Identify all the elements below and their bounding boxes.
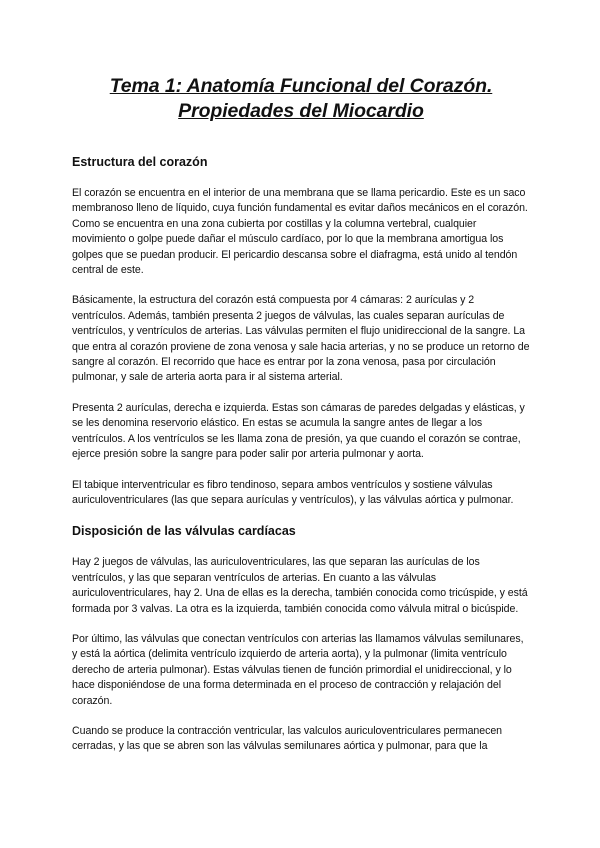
paragraph: Hay 2 juegos de válvulas, las auriculoventriculares, las que separan las aurículas de los ventrículos, y las que separan ventrículos de arterias. En cuanto a las válvulas auriculoventriculares, hay 2. Una de ellas es la derecha, también conocida como tricúspide, y está formada por 3 valvas. La otra es la izquierda, también conocida como válvula mitral o bicúspide. — [72, 556, 528, 615]
section-heading-estructura: Estructura del corazón — [72, 155, 208, 169]
paragraph: El corazón se encuentra en el interior de una membrana que se llama pericardio. Este es un saco membranoso lleno de líquido, cuya función fundamental es evitar daños mecánicos en el corazón. Como se encuentra en una zona cubierta por costillas y la columna vertebral, cualquier movimiento o golpe puede dañar el músculo cardíaco, por lo que la membrana amortigua los golpes que se puedan producir. El pericardio descansa sobre el diafragma, está unido al tendón central de este. — [72, 187, 528, 277]
paragraph: Por último, las válvulas que conectan ventrículos con arterias las llamamos válvulas semilunares, y está la aórtica (delimita ventrículo izquierdo de arteria aorta), y la pulmonar (limita ventrículo derecho de arteria pulmonar). Estas válvulas tienen de función primordial el unidireccional, y lo hace disponiéndose de una forma determinada en el proceso de contracción y relajación del corazón. — [72, 632, 524, 707]
paragraph: Básicamente, la estructura del corazón está compuesta por 4 cámaras: 2 aurículas y 2 ventrículos. Además, también presenta 2 juegos de válvulas, las cuales separan aurículas de ventrículos, y ventrículos de arterias. Las válvulas permiten el flujo unidireccional de la sangre. La que entra al corazón proviene de zona venosa y sale hacia arterias, y no se produce un retorno de sangre al corazón. El recorrido que hace es entrar por la zona venosa, pasa por circulación pulmonar, y sale de arteria aorta para ir al sistema arterial. — [72, 294, 530, 384]
page-title — [72, 74, 530, 124]
section-heading-valvulas: Disposición de las válvulas cardíacas — [72, 524, 296, 539]
title-line-1: Tema 1: Anatomía Funcional del Corazón. — [109, 75, 493, 97]
paragraph: Cuando se produce la contracción ventricular, las valculos auriculoventriculares permanecen cerradas, y las que se abren son las válvulas semilunares aórtica y pulmonar, para que la — [72, 724, 503, 753]
paragraph: El tabique interventricular es fibro tendinoso, separa ambos ventrículos y sostiene válvulas auriculoventriculares (las que separa aurículas y ventrículos), y las válvulas aórtica y pulmonar. — [72, 478, 514, 506]
title-line-2: Propiedades del Miocardio — [178, 100, 424, 122]
paragraph: Presenta 2 aurículas, derecha e izquierda. Estas son cámaras de paredes delgadas y elásticas, y se les denomina reservorio elástico. En estas se acumula la sangre antes de llegar a los ventrículos. A los ventrículos se les llama zona de presión, ya que cuando el corazón se contrae, ejerce presión sobre la sangre para poder salir por arteria pulmonar y aorta. — [72, 401, 525, 461]
